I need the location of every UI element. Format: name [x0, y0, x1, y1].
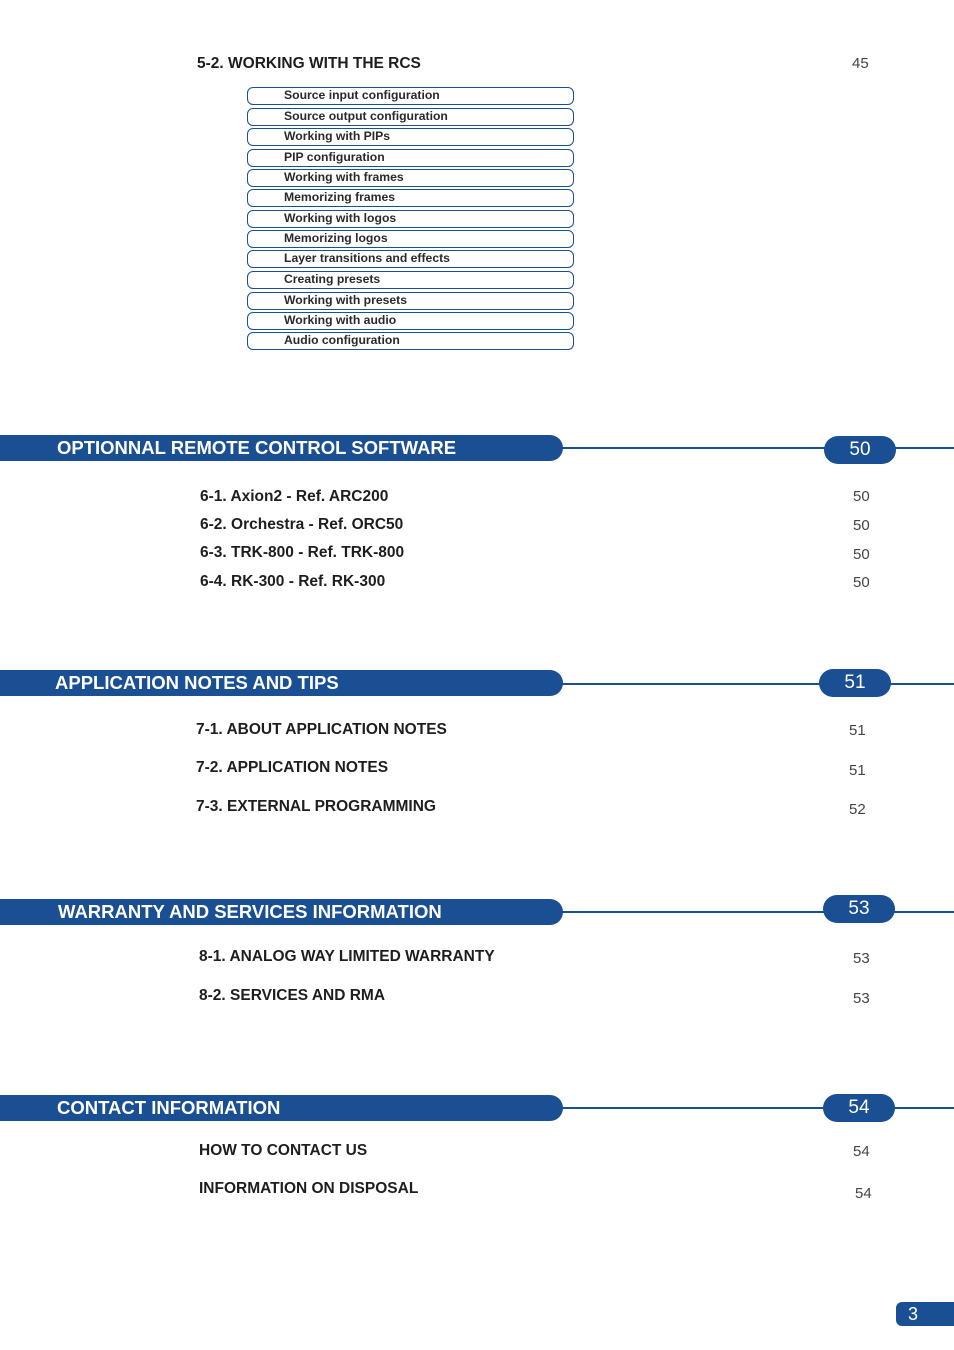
sub-item-pip-configuration[interactable]: PIP configuration [247, 149, 574, 167]
sub-item-working-with-frames[interactable]: Working with frames [247, 169, 574, 187]
section-page-pill: 54 [823, 1094, 895, 1122]
section-header-remote-control[interactable]: OPTIONNAL REMOTE CONTROL SOFTWARE [0, 435, 563, 461]
toc-entry-page: 50 [853, 574, 870, 591]
section-page-pill: 53 [823, 895, 895, 923]
toc-entry-title[interactable]: 6-1. Axion2 - Ref. ARC200 [200, 488, 389, 505]
sub-item-working-with-pips[interactable]: Working with PIPs [247, 128, 574, 146]
section-page-pill: 51 [819, 669, 891, 697]
toc-entry-title[interactable]: 8-2. SERVICES AND RMA [199, 987, 386, 1004]
sub-item-layer-transitions[interactable]: Layer transitions and effects [247, 250, 574, 268]
sub-item-memorizing-frames[interactable]: Memorizing frames [247, 189, 574, 207]
toc-entry-page: 50 [853, 546, 870, 563]
section-divider-line [561, 683, 954, 685]
sub-item-working-with-presets[interactable]: Working with presets [247, 292, 574, 310]
toc-entry-page: 51 [849, 762, 866, 779]
sub-item-working-with-logos[interactable]: Working with logos [247, 210, 574, 228]
section-divider-line [561, 911, 954, 913]
toc-entry-title[interactable]: 7-3. EXTERNAL PROGRAMMING [196, 798, 436, 815]
toc-entry-title[interactable]: 7-2. APPLICATION NOTES [196, 759, 389, 776]
toc-entry-page: 50 [853, 488, 870, 505]
sub-item-source-output-configuration[interactable]: Source output configuration [247, 108, 574, 126]
toc-entry-page: 51 [849, 722, 866, 739]
toc-entry-title[interactable]: 6-3. TRK-800 - Ref. TRK-800 [200, 544, 405, 561]
sub-item-source-input-configuration[interactable]: Source input configuration [247, 87, 574, 105]
page-number: 3 [896, 1302, 954, 1326]
rcs-page: 45 [852, 55, 869, 72]
toc-entry-title[interactable]: 6-2. Orchestra - Ref. ORC50 [200, 516, 404, 533]
section-header-application-notes[interactable]: APPLICATION NOTES AND TIPS [0, 670, 563, 696]
section-header-warranty[interactable]: WARRANTY AND SERVICES INFORMATION [0, 899, 563, 925]
toc-entry-page: 53 [853, 990, 870, 1007]
toc-entry-title[interactable]: HOW TO CONTACT US [199, 1142, 368, 1159]
toc-entry-page: 54 [853, 1143, 870, 1160]
toc-entry-page: 53 [853, 950, 870, 967]
sub-item-audio-configuration[interactable]: Audio configuration [247, 332, 574, 350]
rcs-heading[interactable]: 5-2. WORKING WITH THE RCS [197, 55, 421, 72]
toc-entry-page: 52 [849, 801, 866, 818]
toc-entry-title[interactable]: 7-1. ABOUT APPLICATION NOTES [196, 721, 447, 738]
sub-item-working-with-audio[interactable]: Working with audio [247, 312, 574, 330]
section-header-contact[interactable]: CONTACT INFORMATION [0, 1095, 563, 1121]
section-page-pill: 50 [824, 436, 896, 464]
sub-item-creating-presets[interactable]: Creating presets [247, 271, 574, 289]
toc-entry-title[interactable]: INFORMATION ON DISPOSAL [199, 1180, 419, 1197]
toc-entry-title[interactable]: 6-4. RK-300 - Ref. RK-300 [200, 573, 386, 590]
toc-entry-page: 50 [853, 517, 870, 534]
sub-item-memorizing-logos[interactable]: Memorizing logos [247, 230, 574, 248]
section-divider-line [561, 1107, 954, 1109]
toc-entry-title[interactable]: 8-1. ANALOG WAY LIMITED WARRANTY [199, 948, 495, 965]
toc-entry-page: 54 [855, 1185, 872, 1202]
